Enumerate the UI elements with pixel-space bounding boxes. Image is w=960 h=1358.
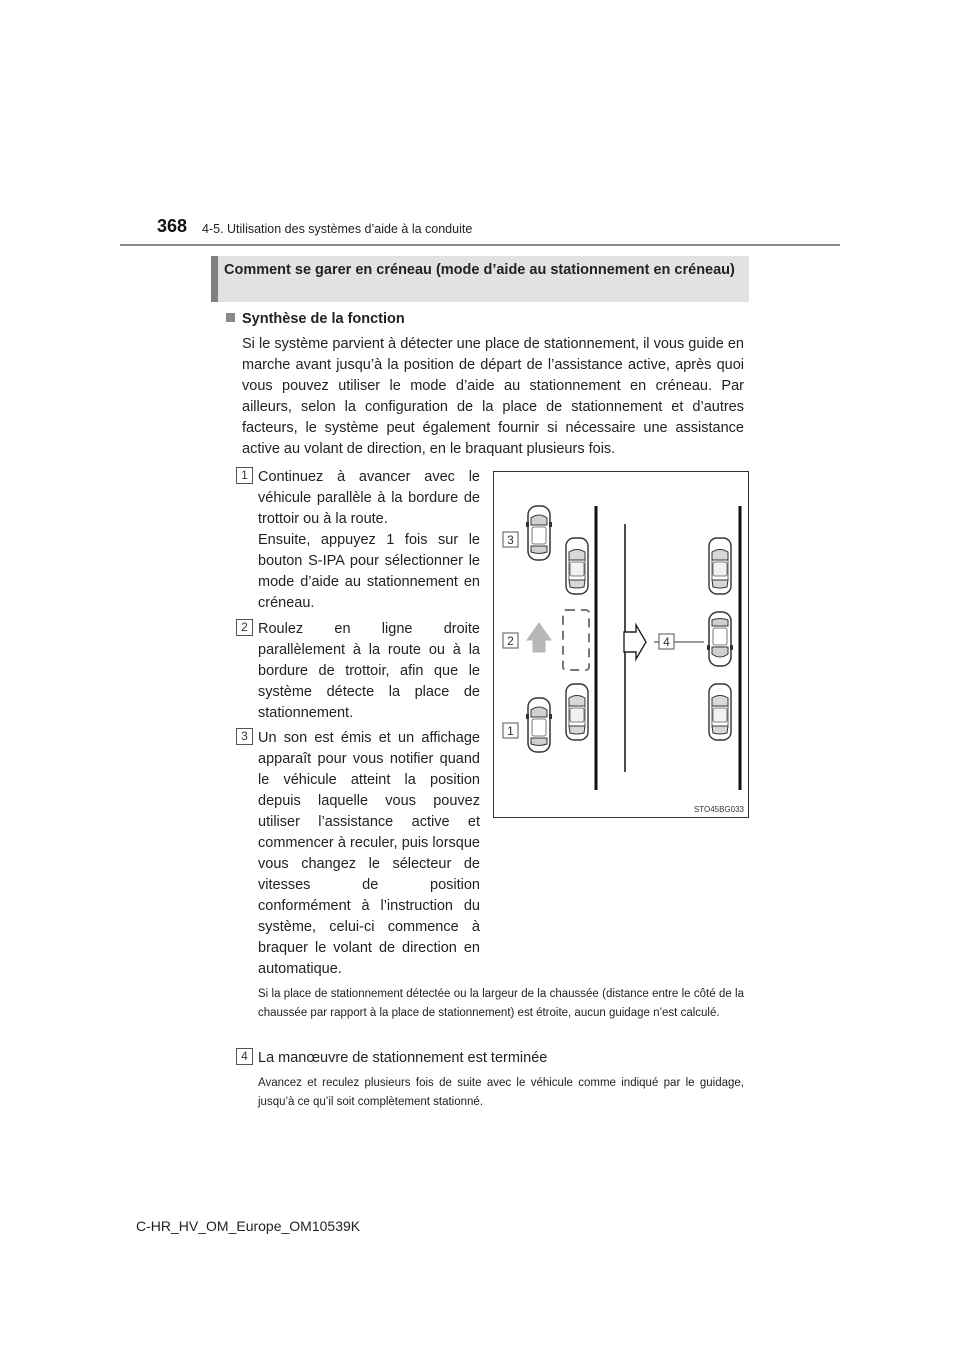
step-number-2: 2 [236, 619, 253, 636]
diagram-label-4 [659, 634, 674, 649]
step-3-note: Si la place de stationnement détectée ou la largeur de la chaussée (distance entre le côté de la chaussée par rapport à la place de stationnement) est étroite, aucun guidage n’est calculé. [258, 988, 744, 1019]
step-1-text-continued: Ensuite, appuyez 1 fois sur le bouton S-IPA pour sélectionner le mode d’aide au stationnement en créneau. [258, 532, 480, 611]
forward-arrow-icon [527, 623, 551, 652]
parked-car-final-position-4 [707, 612, 733, 666]
parked-car-left-top [566, 538, 588, 594]
subheading [226, 311, 405, 327]
diagram-label-2 [503, 633, 518, 648]
parked-car-right-bottom [709, 684, 731, 740]
step-1-text: Continuez à avancer avec le véhicule parallèle à la bordure de trottoir ou à la route. [258, 469, 480, 527]
subheading-text: Synthèse de la fonction [242, 311, 405, 327]
section-heading: Comment se garer en créneau (mode d’aide au stationnement en créneau) [224, 262, 735, 278]
step-number-4: 4 [236, 1048, 253, 1065]
section-heading-box [211, 256, 749, 302]
diagram-label-2-text: 2 [507, 634, 514, 648]
intro-paragraph: Si le système parvient à détecter une place de stationnement, il vous guide en marche avant jusqu’à la position de départ de l’assistance active, après quoi vous pouvez utiliser le mode d’aide au stationnement en créneau. Par ailleurs, selon la configuration de la place de stationnement et d’autres facteurs, le système peut également fournir si nécessaire une assistance active au volant de direction, en le braquant plusieurs fois. [242, 336, 744, 457]
parking-space-outline [563, 610, 589, 670]
step-4-text: La manœuvre de stationnement est terminée [258, 1050, 548, 1066]
transition-arrow-icon [624, 625, 646, 659]
parked-car-right-top [709, 538, 731, 594]
moving-car-position-3 [526, 506, 552, 560]
parked-car-left-bottom [566, 684, 588, 740]
diagram-label-1-text: 1 [507, 724, 514, 738]
diagram-label-3-text: 3 [507, 533, 514, 547]
square-bullet-icon [226, 313, 235, 322]
section-heading-bar [211, 256, 218, 302]
figure-code: STO45BG033 [693, 805, 744, 814]
moving-car-position-1 [526, 698, 552, 752]
parking-diagram [493, 471, 749, 818]
step-2-text: Roulez en ligne droite parallèlement à la route ou à la bordure de trottoir, afin que le système détecte la place de stationnement. [258, 621, 480, 721]
step-number-3: 3 [236, 728, 253, 745]
step-number-1: 1 [236, 467, 253, 484]
step-4-note: Avancez et reculez plusieurs fois de suite avec le véhicule comme indiqué par le guidage, jusqu’à ce qu’il soit complètement stationné. [258, 1077, 744, 1108]
page-number: 368 [157, 216, 188, 236]
header-divider [120, 244, 840, 246]
section-title: 4-5. Utilisation des systèmes d’aide à la conduite [202, 222, 473, 236]
diagram-label-4-text: 4 [663, 635, 670, 649]
step-3-text: Un son est émis et un affichage apparaît pour vous notifier quand le véhicule atteint la position depuis laquelle vous pouvez utiliser l’assistance active et commencer à reculer, puis lorsque vous changez le sélecteur de vitesses de position conformément à l’instruction du système, celui-ci commence à braquer le volant de direction en automatique. [258, 730, 480, 977]
footer-doc-id: C-HR_HV_OM_Europe_OM10539K [136, 1218, 361, 1234]
diagram-label-3 [503, 532, 518, 547]
diagram-label-1 [503, 723, 518, 738]
